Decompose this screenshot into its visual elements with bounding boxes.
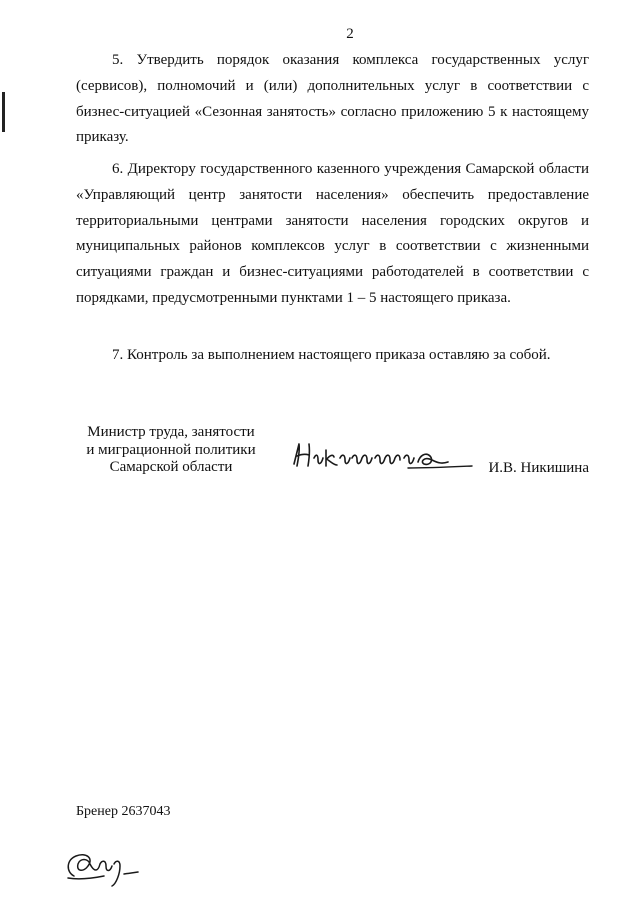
executor-line: Бренер 2637043	[76, 804, 171, 819]
signatory-title	[76, 424, 266, 477]
signatory-name: И.В. Никишина	[488, 460, 589, 476]
page-number: 2	[346, 26, 354, 42]
signatory-title-line: Министр труда, занятости	[87, 424, 255, 440]
paragraph-6: 6. Директору государственного казенного учреждения Самарской области «Управляющий центр занятости населения» обеспечить предоставление территориальными центрами занятости населения городских округов и муниципальных районов комплексов услуг в соответствии с жизненными ситуациями граждан и бизнес-ситуациями работодателей в соответствии с порядками, предусмотренными пунктами 1 – 5 настоящего приказа.	[76, 161, 589, 306]
handwritten-initials	[60, 846, 140, 888]
margin-mark	[2, 92, 5, 132]
signatory-title-line: и миграционной политики	[86, 441, 256, 458]
paragraph-7: 7. Контроль за выполнением настоящего приказа оставляю за собой.	[112, 347, 551, 363]
signatory-title-line: Самарской области	[109, 459, 233, 475]
paragraph-5: 5. Утвердить порядок оказания комплекса государственных услуг (сервисов), полномочий и (или) дополнительных услуг в соответствии с бизнес-ситуацией «Сезонная занятость» согласно приложению 5 к настоящему приказу.	[76, 52, 589, 146]
handwritten-signature	[290, 438, 475, 474]
